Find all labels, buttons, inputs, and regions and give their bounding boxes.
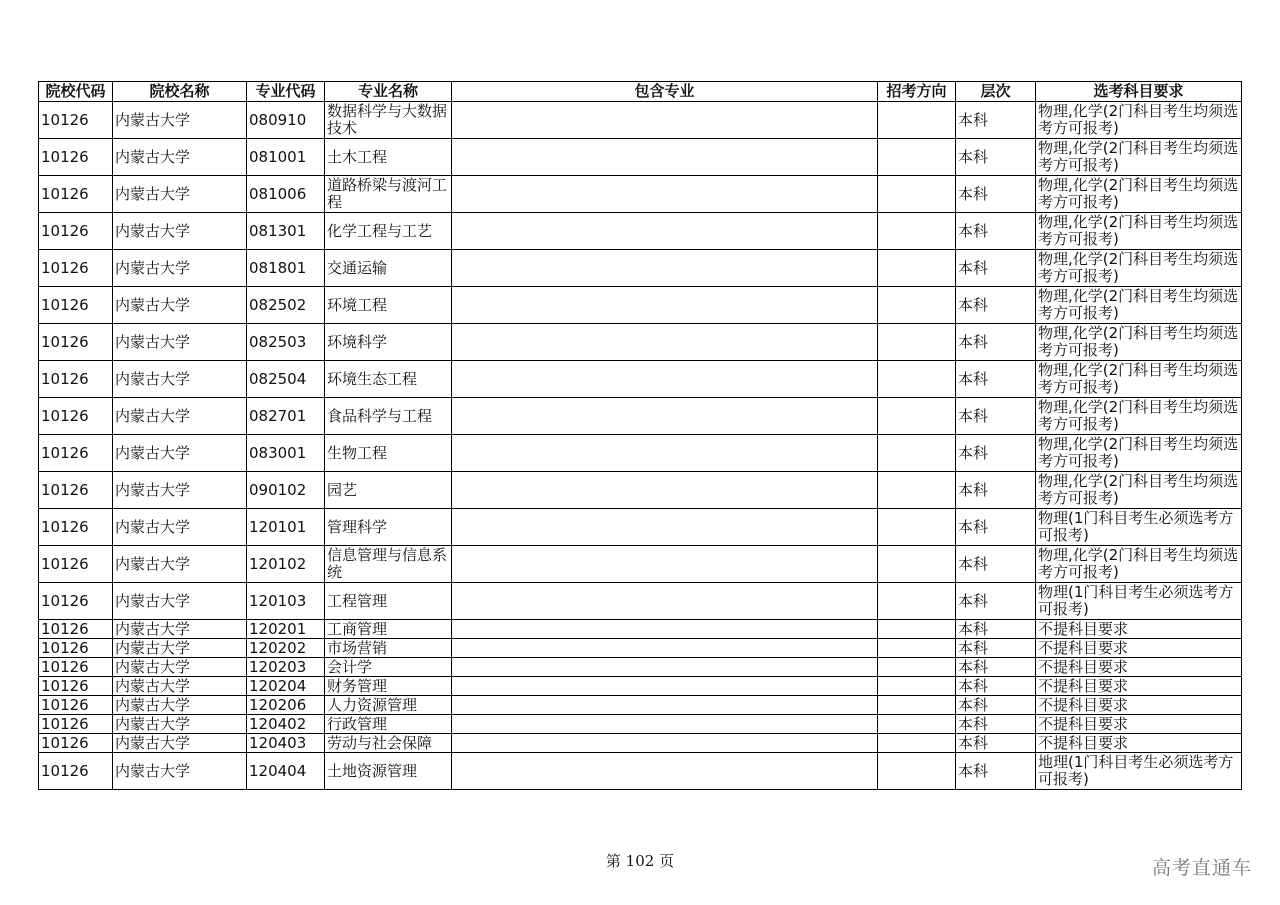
level-cell: 本科: [956, 715, 1036, 734]
included-majors-cell: [452, 753, 878, 790]
included-majors-cell: [452, 398, 878, 435]
level-cell: 本科: [956, 472, 1036, 509]
table-row: [39, 734, 1242, 753]
admission-table: [38, 81, 1242, 790]
table-row: [39, 696, 1242, 715]
school-code-cell: 10126: [39, 176, 113, 213]
major-code-cell: 090102: [247, 472, 325, 509]
level-cell: 本科: [956, 287, 1036, 324]
school-name-cell: 内蒙古大学: [113, 509, 247, 546]
table-row: [39, 639, 1242, 658]
header-major-name: 专业名称: [325, 82, 452, 102]
table-row: [39, 677, 1242, 696]
major-code-cell: 120202: [247, 639, 325, 658]
major-code-cell: 120402: [247, 715, 325, 734]
included-majors-cell: [452, 715, 878, 734]
direction-cell: [878, 696, 956, 715]
school-name-cell: 内蒙古大学: [113, 620, 247, 639]
watermark-logo: 高考直通车: [1151, 857, 1252, 879]
table-row: [39, 287, 1242, 324]
major-name-cell: 财务管理: [325, 677, 452, 696]
table-row: [39, 472, 1242, 509]
school-code-cell: 10126: [39, 715, 113, 734]
major-name-cell: 交通运输: [325, 250, 452, 287]
school-code-cell: 10126: [39, 287, 113, 324]
table-row: [39, 213, 1242, 250]
major-name-cell: 土木工程: [325, 139, 452, 176]
school-name-cell: 内蒙古大学: [113, 398, 247, 435]
major-code-cell: 120103: [247, 583, 325, 620]
direction-cell: [878, 472, 956, 509]
level-cell: 本科: [956, 435, 1036, 472]
major-code-cell: 082502: [247, 287, 325, 324]
included-majors-cell: [452, 435, 878, 472]
major-code-cell: 120201: [247, 620, 325, 639]
included-majors-cell: [452, 287, 878, 324]
included-majors-cell: [452, 658, 878, 677]
included-majors-cell: [452, 102, 878, 139]
direction-cell: [878, 509, 956, 546]
included-majors-cell: [452, 639, 878, 658]
requirement-cell: 物理,化学(2门科目考生均须选考方可报考): [1036, 176, 1242, 213]
school-name-cell: 内蒙古大学: [113, 677, 247, 696]
requirement-cell: 物理,化学(2门科目考生均须选考方可报考): [1036, 324, 1242, 361]
major-name-cell: 工程管理: [325, 583, 452, 620]
requirement-cell: 不提科目要求: [1036, 696, 1242, 715]
major-name-cell: 土地资源管理: [325, 753, 452, 790]
school-code-cell: 10126: [39, 324, 113, 361]
major-name-cell: 信息管理与信息系统: [325, 546, 452, 583]
school-name-cell: 内蒙古大学: [113, 250, 247, 287]
major-code-cell: 120204: [247, 677, 325, 696]
included-majors-cell: [452, 213, 878, 250]
school-code-cell: 10126: [39, 658, 113, 677]
major-name-cell: 市场营销: [325, 639, 452, 658]
table-row: [39, 435, 1242, 472]
header-school-name: 院校名称: [113, 82, 247, 102]
school-name-cell: 内蒙古大学: [113, 472, 247, 509]
school-code-cell: 10126: [39, 102, 113, 139]
header-included-majors: 包含专业: [452, 82, 878, 102]
school-code-cell: 10126: [39, 639, 113, 658]
major-name-cell: 食品科学与工程: [325, 398, 452, 435]
school-code-cell: 10126: [39, 472, 113, 509]
requirement-cell: 物理(1门科目考生必须选考方可报考): [1036, 509, 1242, 546]
major-name-cell: 行政管理: [325, 715, 452, 734]
major-code-cell: 081006: [247, 176, 325, 213]
included-majors-cell: [452, 546, 878, 583]
direction-cell: [878, 287, 956, 324]
direction-cell: [878, 677, 956, 696]
table-row: [39, 753, 1242, 790]
requirement-cell: 地理(1门科目考生必须选考方可报考): [1036, 753, 1242, 790]
major-name-cell: 环境科学: [325, 324, 452, 361]
included-majors-cell: [452, 620, 878, 639]
requirement-cell: 物理,化学(2门科目考生均须选考方可报考): [1036, 546, 1242, 583]
table-row: [39, 324, 1242, 361]
school-code-cell: 10126: [39, 509, 113, 546]
table-header-row: [39, 82, 1242, 102]
table-row: [39, 102, 1242, 139]
direction-cell: [878, 546, 956, 583]
direction-cell: [878, 324, 956, 361]
direction-cell: [878, 583, 956, 620]
requirement-cell: 物理,化学(2门科目考生均须选考方可报考): [1036, 398, 1242, 435]
school-name-cell: 内蒙古大学: [113, 639, 247, 658]
requirement-cell: 物理,化学(2门科目考生均须选考方可报考): [1036, 287, 1242, 324]
level-cell: 本科: [956, 546, 1036, 583]
major-code-cell: 082504: [247, 361, 325, 398]
requirement-cell: 物理(1门科目考生必须选考方可报考): [1036, 583, 1242, 620]
school-code-cell: 10126: [39, 398, 113, 435]
school-name-cell: 内蒙古大学: [113, 361, 247, 398]
header-direction: 招考方向: [878, 82, 956, 102]
level-cell: 本科: [956, 620, 1036, 639]
table-row: [39, 715, 1242, 734]
major-code-cell: 080910: [247, 102, 325, 139]
major-code-cell: 120404: [247, 753, 325, 790]
level-cell: 本科: [956, 583, 1036, 620]
level-cell: 本科: [956, 213, 1036, 250]
school-code-cell: 10126: [39, 734, 113, 753]
included-majors-cell: [452, 734, 878, 753]
requirement-cell: 不提科目要求: [1036, 734, 1242, 753]
level-cell: 本科: [956, 734, 1036, 753]
table-row: [39, 509, 1242, 546]
major-name-cell: 化学工程与工艺: [325, 213, 452, 250]
school-name-cell: 内蒙古大学: [113, 287, 247, 324]
school-code-cell: 10126: [39, 250, 113, 287]
included-majors-cell: [452, 509, 878, 546]
included-majors-cell: [452, 677, 878, 696]
direction-cell: [878, 753, 956, 790]
level-cell: 本科: [956, 139, 1036, 176]
included-majors-cell: [452, 324, 878, 361]
level-cell: 本科: [956, 361, 1036, 398]
school-name-cell: 内蒙古大学: [113, 324, 247, 361]
requirement-cell: 不提科目要求: [1036, 620, 1242, 639]
direction-cell: [878, 361, 956, 398]
table-row: [39, 361, 1242, 398]
major-name-cell: 环境生态工程: [325, 361, 452, 398]
major-name-cell: 会计学: [325, 658, 452, 677]
requirement-cell: 物理,化学(2门科目考生均须选考方可报考): [1036, 472, 1242, 509]
school-name-cell: 内蒙古大学: [113, 102, 247, 139]
included-majors-cell: [452, 250, 878, 287]
school-name-cell: 内蒙古大学: [113, 435, 247, 472]
requirement-cell: 物理,化学(2门科目考生均须选考方可报考): [1036, 102, 1242, 139]
level-cell: 本科: [956, 176, 1036, 213]
major-name-cell: 环境工程: [325, 287, 452, 324]
major-code-cell: 120101: [247, 509, 325, 546]
major-code-cell: 120203: [247, 658, 325, 677]
school-code-cell: 10126: [39, 546, 113, 583]
table-row: [39, 398, 1242, 435]
level-cell: 本科: [956, 677, 1036, 696]
requirement-cell: 物理,化学(2门科目考生均须选考方可报考): [1036, 435, 1242, 472]
table-row: [39, 658, 1242, 677]
school-name-cell: 内蒙古大学: [113, 546, 247, 583]
table-row: [39, 176, 1242, 213]
direction-cell: [878, 658, 956, 677]
direction-cell: [878, 213, 956, 250]
direction-cell: [878, 620, 956, 639]
direction-cell: [878, 139, 956, 176]
major-code-cell: 082503: [247, 324, 325, 361]
major-code-cell: 081301: [247, 213, 325, 250]
table-row: [39, 250, 1242, 287]
included-majors-cell: [452, 472, 878, 509]
school-name-cell: 内蒙古大学: [113, 715, 247, 734]
major-code-cell: 083001: [247, 435, 325, 472]
school-code-cell: 10126: [39, 620, 113, 639]
major-name-cell: 道路桥梁与渡河工程: [325, 176, 452, 213]
direction-cell: [878, 102, 956, 139]
included-majors-cell: [452, 139, 878, 176]
school-code-cell: 10126: [39, 677, 113, 696]
direction-cell: [878, 734, 956, 753]
major-code-cell: 081801: [247, 250, 325, 287]
requirement-cell: 物理,化学(2门科目考生均须选考方可报考): [1036, 213, 1242, 250]
page-number: 第 102 页: [605, 852, 675, 870]
level-cell: 本科: [956, 753, 1036, 790]
level-cell: 本科: [956, 324, 1036, 361]
direction-cell: [878, 639, 956, 658]
major-name-cell: 管理科学: [325, 509, 452, 546]
direction-cell: [878, 715, 956, 734]
requirement-cell: 物理,化学(2门科目考生均须选考方可报考): [1036, 361, 1242, 398]
requirement-cell: 物理,化学(2门科目考生均须选考方可报考): [1036, 139, 1242, 176]
major-name-cell: 人力资源管理: [325, 696, 452, 715]
major-name-cell: 数据科学与大数据技术: [325, 102, 452, 139]
header-subject-requirement: 选考科目要求: [1036, 82, 1242, 102]
school-name-cell: 内蒙古大学: [113, 734, 247, 753]
school-code-cell: 10126: [39, 696, 113, 715]
level-cell: 本科: [956, 658, 1036, 677]
school-name-cell: 内蒙古大学: [113, 583, 247, 620]
table-row: [39, 139, 1242, 176]
school-name-cell: 内蒙古大学: [113, 696, 247, 715]
major-name-cell: 园艺: [325, 472, 452, 509]
major-name-cell: 劳动与社会保障: [325, 734, 452, 753]
school-code-cell: 10126: [39, 753, 113, 790]
major-code-cell: 120403: [247, 734, 325, 753]
table-row: [39, 546, 1242, 583]
requirement-cell: 不提科目要求: [1036, 639, 1242, 658]
school-name-cell: 内蒙古大学: [113, 139, 247, 176]
header-school-code: 院校代码: [39, 82, 113, 102]
included-majors-cell: [452, 361, 878, 398]
direction-cell: [878, 176, 956, 213]
major-name-cell: 生物工程: [325, 435, 452, 472]
requirement-cell: 物理,化学(2门科目考生均须选考方可报考): [1036, 250, 1242, 287]
level-cell: 本科: [956, 398, 1036, 435]
header-level: 层次: [956, 82, 1036, 102]
school-name-cell: 内蒙古大学: [113, 658, 247, 677]
level-cell: 本科: [956, 509, 1036, 546]
school-code-cell: 10126: [39, 139, 113, 176]
table-row: [39, 620, 1242, 639]
table-row: [39, 583, 1242, 620]
level-cell: 本科: [956, 102, 1036, 139]
included-majors-cell: [452, 583, 878, 620]
school-name-cell: 内蒙古大学: [113, 213, 247, 250]
table-body: [39, 102, 1242, 790]
header-major-code: 专业代码: [247, 82, 325, 102]
requirement-cell: 不提科目要求: [1036, 677, 1242, 696]
school-code-cell: 10126: [39, 361, 113, 398]
included-majors-cell: [452, 696, 878, 715]
level-cell: 本科: [956, 696, 1036, 715]
direction-cell: [878, 435, 956, 472]
direction-cell: [878, 250, 956, 287]
major-code-cell: 120102: [247, 546, 325, 583]
school-code-cell: 10126: [39, 213, 113, 250]
level-cell: 本科: [956, 250, 1036, 287]
school-name-cell: 内蒙古大学: [113, 753, 247, 790]
requirement-cell: 不提科目要求: [1036, 658, 1242, 677]
requirement-cell: 不提科目要求: [1036, 715, 1242, 734]
major-name-cell: 工商管理: [325, 620, 452, 639]
school-code-cell: 10126: [39, 583, 113, 620]
school-code-cell: 10126: [39, 435, 113, 472]
school-name-cell: 内蒙古大学: [113, 176, 247, 213]
level-cell: 本科: [956, 639, 1036, 658]
major-code-cell: 081001: [247, 139, 325, 176]
major-code-cell: 120206: [247, 696, 325, 715]
major-code-cell: 082701: [247, 398, 325, 435]
direction-cell: [878, 398, 956, 435]
included-majors-cell: [452, 176, 878, 213]
